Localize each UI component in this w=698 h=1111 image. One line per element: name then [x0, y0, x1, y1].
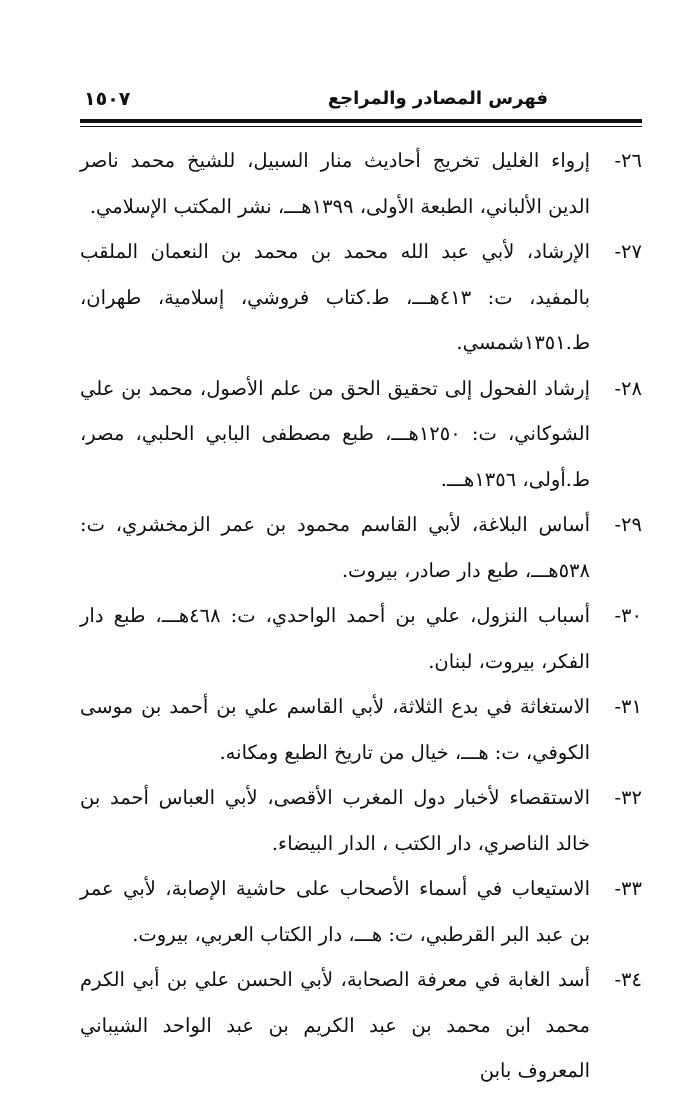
- bibliography-entry: [80, 593, 642, 684]
- entry-text: الإرشاد، لأبي عبد الله محمد بن محمد بن النعمان الملقب بالمفيد، ت: ٤١٣هـــ، ط.كتاب فروشي، إسلامية، طهران، ط.١٣٥١شمسي.: [80, 240, 590, 354]
- running-header: [84, 86, 640, 116]
- entry-number: ٢٨-: [614, 376, 642, 400]
- bibliography-entry: [80, 138, 642, 229]
- entry-text: إرواء الغليل تخريج أحاديث منار السبيل، للشيخ محمد ناصر الدين الألباني، الطبعة الأولى، ١٣٩٩هـــ، نشر المكتب الإسلامي.: [80, 149, 590, 218]
- header-rule-thick: [80, 119, 642, 123]
- bibliography-list: [80, 138, 642, 1094]
- entry-number: ٣٣-: [614, 877, 642, 900]
- bibliography-entry: [80, 366, 642, 503]
- entry-text: الاستقصاء لأخبار دول المغرب الأقصى، لأبي العباس أحمد بن خالد الناصري، دار الكتب ، الدار البيضاء.: [80, 786, 590, 855]
- bibliography-entry: [80, 775, 642, 866]
- bibliography-entry: [80, 684, 642, 775]
- entry-number: ٣٤-: [614, 968, 642, 991]
- header-rule-thin: [80, 126, 642, 127]
- entry-text: أسد الغابة في معرفة الصحابة، لأبي الحسن علي بن أبي الكرم محمد ابن محمد بن عبد الكريم بن عبد الواحد الشيباني المعروف بابن: [80, 968, 590, 1082]
- entry-text: إرشاد الفحول إلى تحقيق الحق من علم الأصول، محمد بن علي الشوكاني، ت: ١٢٥٠هـــ، طبع مصطفى البابي الحلبي، مصر، ط.أولى، ١٣٥٦هـــ.: [80, 376, 590, 491]
- page-number: ١٥٠٧: [84, 88, 131, 110]
- entry-number: ٣٠-: [614, 604, 642, 627]
- entry-number: ٣٢-: [614, 786, 642, 809]
- bibliography-entry: [80, 502, 642, 593]
- entry-number: ٢٧-: [614, 240, 642, 263]
- entry-text: أساس البلاغة، لأبي القاسم محمود بن عمر الزمخشري، ت: ٥٣٨هـــ، طبع دار صادر، بيروت.: [80, 513, 590, 582]
- entry-number: ٣١-: [614, 695, 642, 718]
- entry-number: ٢٩-: [614, 513, 642, 536]
- header-title: فهرس المصادر والمراجع: [327, 88, 548, 109]
- bibliography-entry: [80, 866, 642, 957]
- entry-text: الاستغاثة في بدع الثلاثة، لأبي القاسم علي بن أحمد بن موسى الكوفي، ت: هـــ، خيال من تاريخ الطبع ومكانه.: [80, 695, 590, 764]
- entry-number: ٢٦-: [614, 149, 642, 172]
- bibliography-entry: [80, 229, 642, 366]
- entry-text: الاستيعاب في أسماء الأصحاب على حاشية الإصابة، لأبي عمر بن عبد البر القرطبي، ت: هـــ، دار الكتاب العربي، بيروت.: [80, 877, 590, 946]
- entry-text: أسباب النزول، علي بن أحمد الواحدي، ت: ٤٦٨هـــ، طبع دار الفكر، بيروت، لبنان.: [80, 604, 590, 673]
- bibliography-entry: [80, 957, 642, 1094]
